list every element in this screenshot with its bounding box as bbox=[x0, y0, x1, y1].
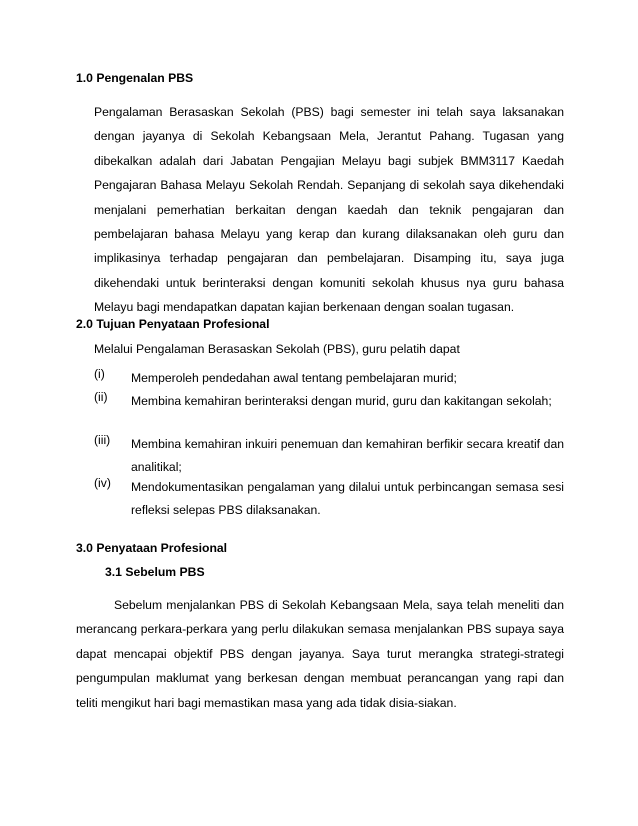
list-item-number: (iv) bbox=[94, 476, 111, 490]
list-item-text: Mendokumentasikan pengalaman yang dilalui untuk perbincangan semasa sesi refleksi selepas PBS dilaksanakan. bbox=[131, 480, 564, 517]
list-item-text: Membina kemahiran inkuiri penemuan dan kemahiran berfikir secara kreatif dan analitikal; bbox=[131, 437, 564, 474]
list-item bbox=[94, 367, 564, 387]
list-item bbox=[94, 476, 564, 522]
list-item-text: Memperoleh pendedahan awal tentang pembelajaran murid; bbox=[131, 371, 457, 385]
section-3-1-subheading: 3.1 Sebelum PBS bbox=[105, 565, 205, 579]
section-2-intro: Melalui Pengalaman Berasaskan Sekolah (PBS), guru pelatih dapat bbox=[94, 342, 460, 356]
section-2-heading: 2.0 Tujuan Penyataan Profesional bbox=[76, 317, 270, 331]
section-1-paragraph: Pengalaman Berasaskan Sekolah (PBS) bagi semester ini telah saya laksanakan dengan jayanya di Sekolah Kebangsaan Mela, Jerantut Pahang. Tugasan yang dibekalkan adalah dari Jabatan Pengajian Melayu bagi subjek BMM3117 Kaedah Pengajaran Bahasa Melayu Sekolah Rendah. Sepanjang di sekolah saya dikehendaki menjalani pemerhatian berkaitan dengan kaedah dan teknik pengajaran dan pembelajaran bahasa Melayu yang kerap dan kurang dilaksanakan oleh guru dan implikasinya terhadap pengajaran dan pembelajaran. Disamping itu, saya juga dikehendaki untuk berinteraksi dengan komuniti sekolah khusus nya guru bahasa Melayu bagi mendapatkan dapatan kajian berkenaan dengan soalan tugasan. bbox=[94, 105, 564, 315]
list-item bbox=[94, 390, 564, 436]
list-item bbox=[94, 433, 564, 479]
section-1-heading: 1.0 Pengenalan PBS bbox=[76, 71, 194, 85]
section-3-paragraph: Sebelum menjalankan PBS di Sekolah Kebangsaan Mela, saya telah meneliti dan merancang perkara-perkara yang perlu dilakukan semasa menjalankan PBS supaya saya dapat mencapai objektif PBS dengan jayanya. Saya turut merangka strategi-strategi pengumpulan maklumat yang berkesan dengan membuat perancangan yang rapi dan teliti mengikut hari bagi memastikan masa yang ada tidak disia-siakan. bbox=[76, 598, 564, 710]
list-item-number: (i) bbox=[94, 367, 105, 381]
list-item-text: Membina kemahiran berinteraksi dengan murid, guru dan kakitangan sekolah; bbox=[131, 394, 552, 408]
list-item-number: (iii) bbox=[94, 433, 111, 447]
list-item-number: (ii) bbox=[94, 390, 108, 404]
section-3-heading: 3.0 Penyataan Profesional bbox=[76, 541, 228, 555]
